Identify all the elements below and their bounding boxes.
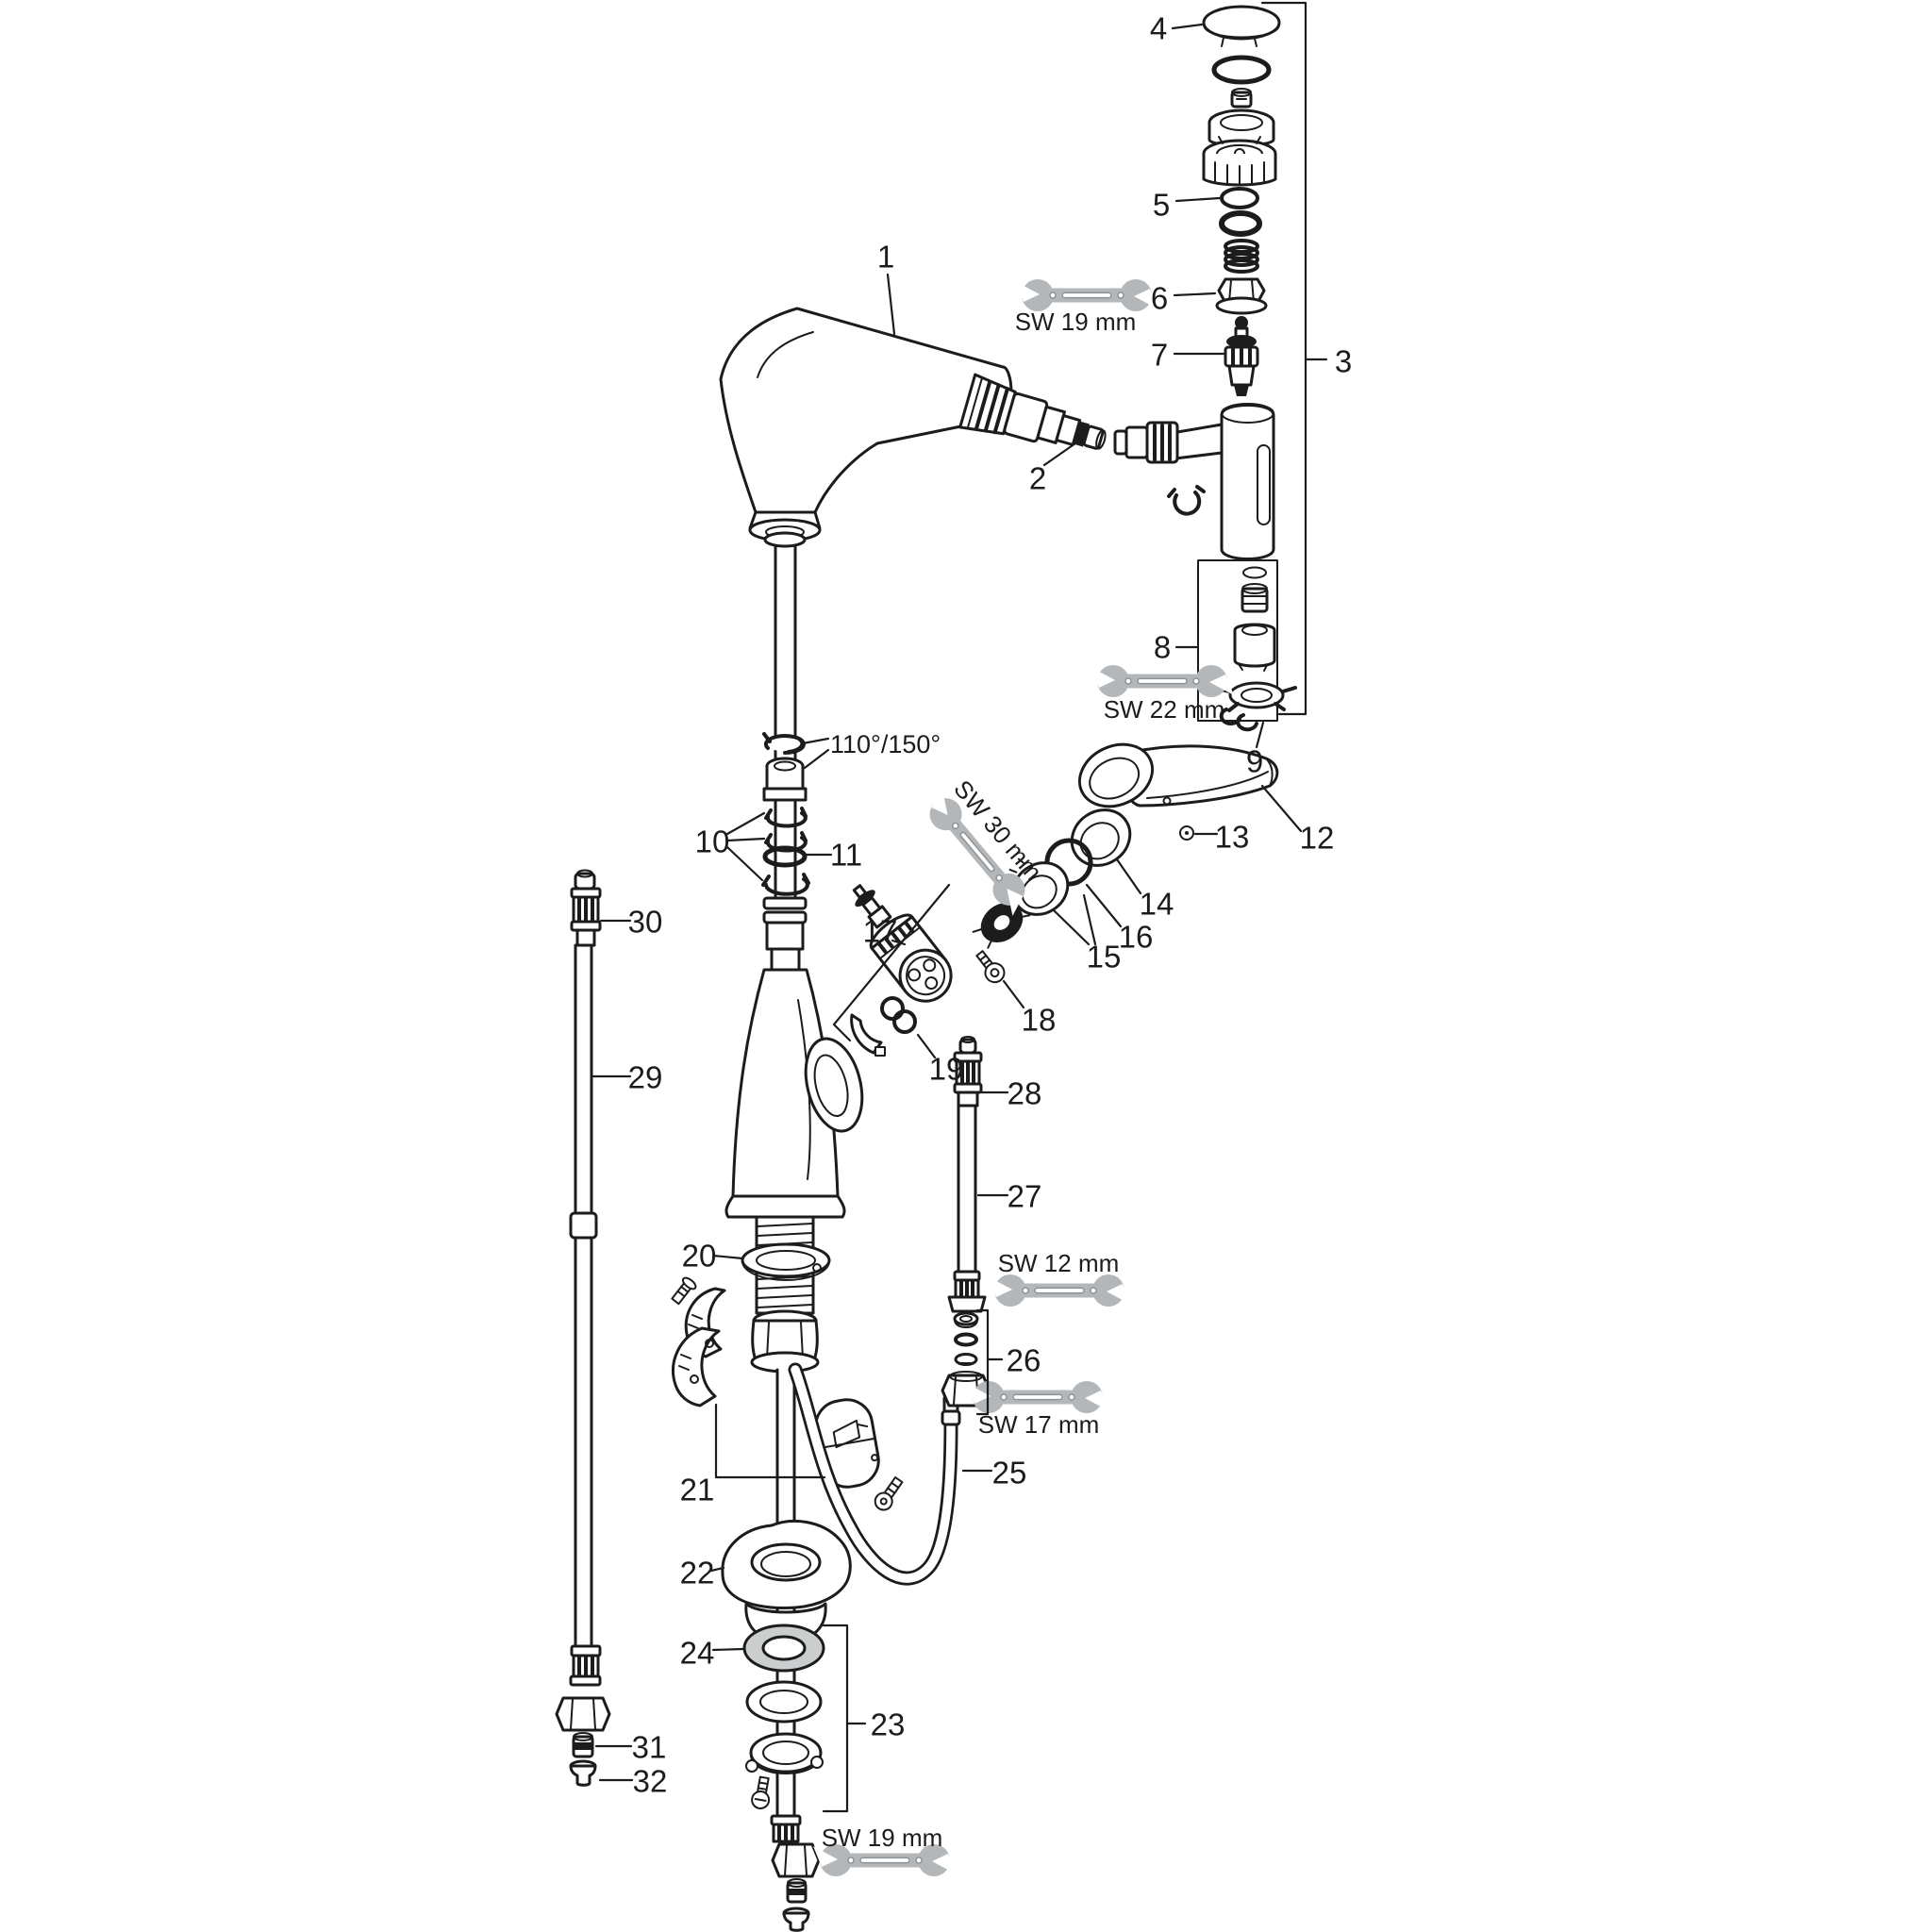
aerator-set-8: [1235, 568, 1274, 672]
part-label-19: 19: [928, 1051, 964, 1087]
part-label-29: 29: [627, 1059, 663, 1095]
supply-hose-left: [557, 871, 609, 1731]
escutcheon-22: [723, 1521, 850, 1641]
riser-coupler: [764, 898, 806, 970]
part-label-1: 1: [876, 239, 895, 275]
tool-label-sw17: SW 17 mm: [977, 1410, 1100, 1439]
weight-screw: [872, 1474, 906, 1513]
part-label-6: 6: [1150, 280, 1169, 316]
part-label-3: 3: [1334, 343, 1353, 379]
wrench-sw22: [1091, 665, 1234, 697]
cap-sleeve-14: [1061, 799, 1141, 877]
tool-label-sw19-top: SW 19 mm: [1014, 308, 1137, 336]
part-label-28: 28: [1007, 1075, 1042, 1111]
part-label-24: 24: [679, 1635, 715, 1671]
part-label-25: 25: [991, 1455, 1027, 1491]
seal-pack-19: [852, 998, 915, 1056]
part-label-22: 22: [679, 1555, 715, 1591]
part-label-14: 14: [1139, 886, 1174, 922]
part-label-30: 30: [627, 904, 663, 940]
part-label-20: 20: [681, 1238, 717, 1274]
part-label-23: 23: [870, 1707, 906, 1742]
part-label-13: 13: [1214, 819, 1250, 855]
tail-connector: [772, 1816, 819, 1876]
washer-23: [747, 1682, 821, 1722]
riser-pipe: [765, 533, 805, 896]
wrench-sw12: [988, 1274, 1131, 1307]
part-label-10: 10: [694, 824, 730, 859]
adapter-31: [574, 1733, 592, 1757]
part-label-5: 5: [1152, 187, 1171, 223]
cartridge-adapter: [1204, 137, 1275, 185]
handle-screw-13: [1180, 826, 1193, 840]
flange-screw-23: [751, 1776, 773, 1810]
wrench-sw19-top: [1015, 279, 1158, 311]
oring-5: [1222, 189, 1257, 208]
part-label-31: 31: [631, 1729, 667, 1765]
part-label-4: 4: [1149, 10, 1168, 46]
part-label-8: 8: [1153, 629, 1172, 665]
part-label-16: 16: [1118, 919, 1154, 955]
part-label-7: 7: [1150, 337, 1169, 373]
part-label-12: 12: [1299, 820, 1335, 856]
tool-label-sw12: SW 12 mm: [997, 1249, 1120, 1277]
cartridge-7: [1225, 316, 1257, 396]
part-label-11: 11: [829, 837, 863, 873]
seal-ring: [1222, 213, 1259, 234]
tail-adapter: [788, 1879, 806, 1902]
screw-18: [973, 948, 1008, 987]
part-label-27: 27: [1007, 1178, 1042, 1214]
bracket-3: [1262, 3, 1306, 714]
nut-6: [1217, 279, 1266, 313]
swivel-angle-label: 110°/150°: [830, 730, 941, 758]
set-screw: [1232, 89, 1251, 107]
shutoff-valve-body: [1115, 404, 1274, 559]
flange-ring-23: [746, 1734, 823, 1774]
cap-oring: [1214, 58, 1269, 82]
snap-ring-set: [763, 808, 808, 894]
part-label-32: 32: [632, 1763, 668, 1799]
part-label-9: 9: [1245, 743, 1264, 779]
tool-label-sw22: SW 22 mm: [1103, 695, 1225, 724]
part-label-17: 17: [862, 913, 898, 949]
handle-cap-4: [1204, 7, 1279, 46]
washer-24: [744, 1625, 824, 1671]
leader-lines: [593, 25, 1326, 1811]
part-label-2: 2: [1028, 460, 1047, 496]
part-label-15: 15: [1086, 939, 1122, 974]
swivel-bushing: [764, 758, 806, 800]
part-label-21: 21: [679, 1472, 715, 1507]
tool-label-sw30: SW 30 mm: [948, 774, 1048, 886]
c-clip: [1169, 487, 1204, 514]
spout-hose-fitting: [960, 375, 1112, 466]
mounting-flange-20: [742, 1244, 829, 1280]
part-label-26: 26: [1006, 1342, 1041, 1378]
swivel-stop-ring: [764, 734, 804, 753]
tail-plug: [784, 1908, 808, 1930]
clamp-21: [670, 1275, 724, 1406]
part-label-18: 18: [1021, 1002, 1057, 1038]
spring-coil: [1225, 241, 1257, 272]
mounting-nut: [752, 1311, 818, 1372]
tool-label-sw19-bottom: SW 19 mm: [821, 1824, 943, 1852]
plug-32: [571, 1761, 595, 1785]
